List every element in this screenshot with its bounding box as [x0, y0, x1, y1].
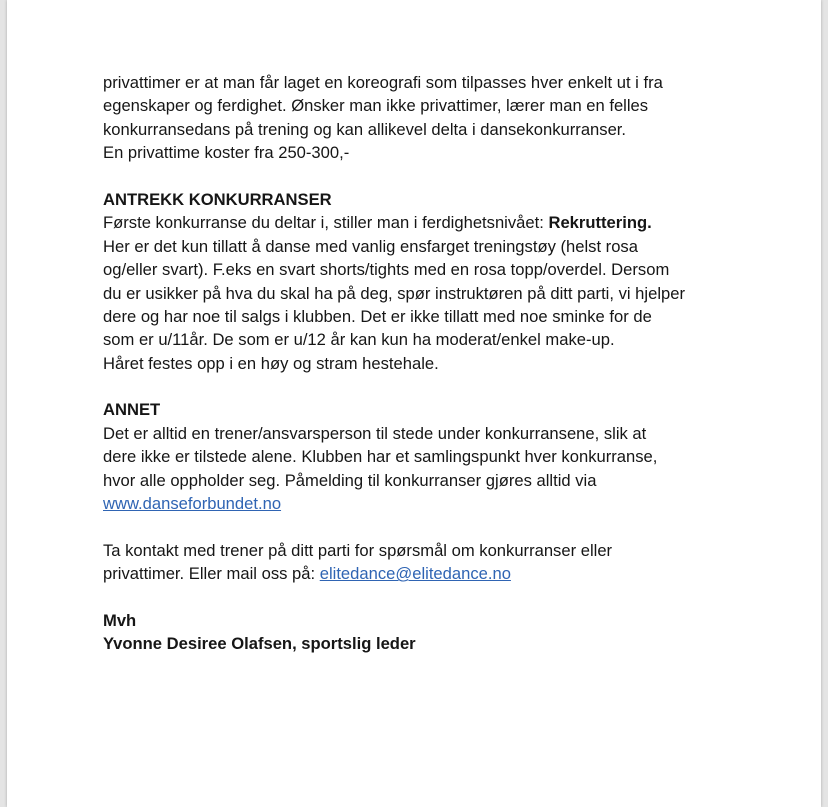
body-text-line [103, 211, 763, 234]
body-text-line: egenskaper og ferdighet. Ønsker man ikke privattimer, lærer man en felles [103, 96, 649, 116]
body-text-line [103, 562, 763, 585]
body-text-line: du er usikker på hva du skal ha på deg, spør instruktøren på ditt parti, vi hjelper [103, 283, 685, 303]
body-text-line [103, 492, 763, 515]
body-text-line: Her er det kun tillatt å danse med vanlig ensfarget treningstøy (helst rosa [103, 236, 638, 256]
body-text-line: Det er alltid en trener/ansvarsperson til stede under konkurransene, slik at [103, 423, 647, 443]
email-link[interactable]: elitedance@elitedance.no [319, 564, 511, 584]
body-text-line: dere og har noe til salgs i klubben. Det er ikke tillatt med noe sminke for de [103, 306, 652, 326]
body-text-line: Håret festes opp i en høy og stram hestehale. [103, 353, 439, 373]
antrekk-heading: ANTREKK KONKURRANSER [103, 189, 332, 209]
body-text-line: konkurransedans på trening og kan allikevel delta i dansekonkurranser. [103, 119, 627, 139]
signature-greeting: Mvh [103, 610, 137, 630]
annet-heading: ANNET [103, 400, 161, 420]
body-text-line: hvor alle oppholder seg. Påmelding til konkurranser gjøres alltid via [103, 470, 597, 490]
document-body [103, 71, 763, 656]
contact-text: privattimer. Eller mail oss på: [103, 564, 320, 584]
paragraph-spacer [103, 375, 763, 398]
document-page [7, 0, 821, 807]
body-text-line: som er u/11år. De som er u/12 år kan kun ha moderat/enkel make-up. [103, 330, 615, 350]
body-text-line: dere ikke er tilstede alene. Klubben har et samlingspunkt hver konkurranse, [103, 447, 658, 467]
signature-name: Yvonne Desiree Olafsen, sportslig leder [103, 634, 416, 654]
paragraph-spacer [103, 515, 763, 538]
body-text-line: og/eller svart). F.eks en svart shorts/tights med en rosa topp/overdel. Dersom [103, 260, 670, 280]
price-text-line: En privattime koster fra 250-300,- [103, 143, 350, 163]
first-competition-text: Første konkurranse du deltar i, stiller man i ferdighetsnivået: [103, 213, 549, 233]
paragraph-spacer [103, 165, 763, 188]
danseforbundet-link[interactable]: www.danseforbundet.no [103, 494, 282, 514]
level-name-bold: Rekruttering. [548, 213, 652, 233]
paragraph-spacer [103, 586, 763, 609]
body-text-line: privattimer er at man får laget en koreografi som tilpasses hver enkelt ut i fra [103, 73, 663, 92]
body-text-line: Ta kontakt med trener på ditt parti for spørsmål om konkurranser eller [103, 540, 613, 560]
